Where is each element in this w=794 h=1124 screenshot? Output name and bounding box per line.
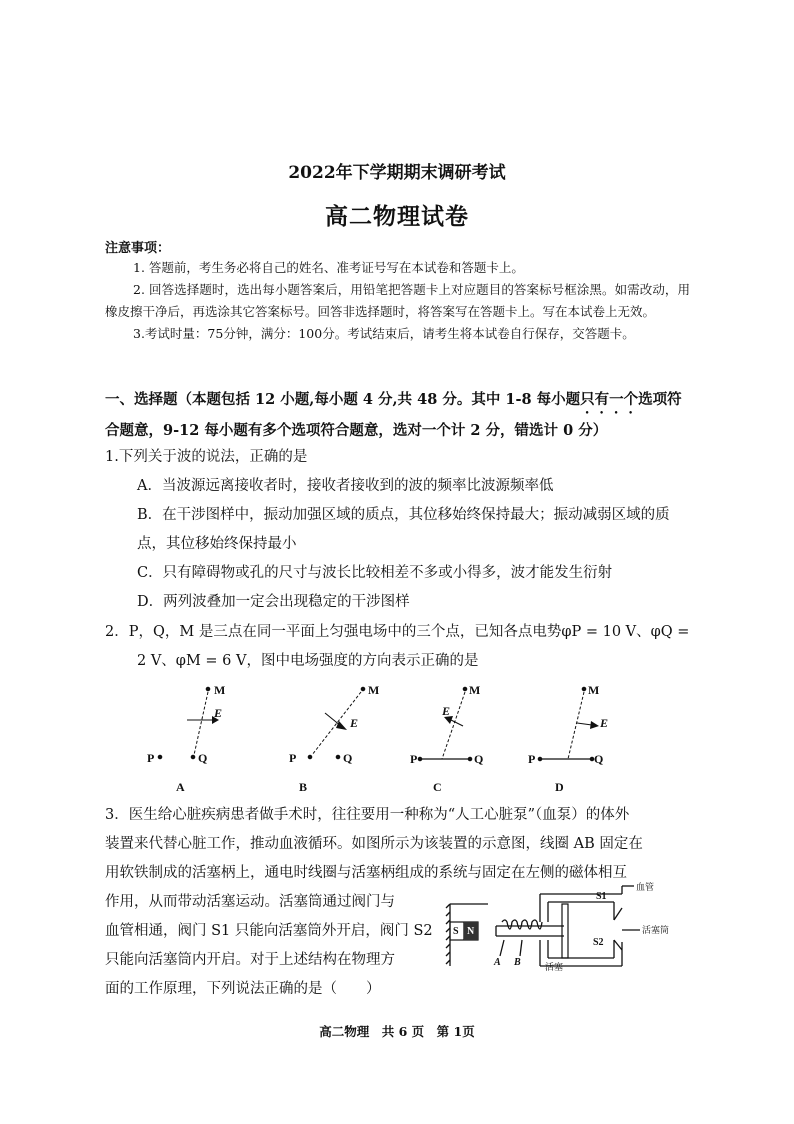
paper-title: 高二物理试卷 <box>325 203 469 230</box>
valve-s1-label: S1 <box>596 891 607 902</box>
q2-figure-c <box>418 687 472 761</box>
point-q <box>191 755 195 759</box>
section-title-part1: 一、选择题（本题包括 12 小题,每小题 4 分,共 48 分。其中 1-8 每小题 <box>105 391 581 408</box>
q3-line-4: 作用，从而带动活塞运动。活塞筒通过阀门与 <box>105 894 395 910</box>
lead-b-label: B <box>514 957 521 968</box>
magnet-n-label: N <box>467 926 475 937</box>
q1-option-b: B．在干涉图样中，振动加强区域的质点，其位移始终保持最大；振动减弱区域的质点，其位移始终保持最小 <box>137 507 670 552</box>
q3-line-1: 3．医生给心脏疾病患者做手术时，往往要用一种称为“人工心脏泵”（血泵）的体外 <box>105 807 630 823</box>
notice-item-1: 1. 答题前，考生务必将自己的姓名、准考证号写在本试卷和答题卡上。 <box>133 260 524 275</box>
vessel-label: 血管 <box>636 882 655 892</box>
option-label-a: A <box>176 780 185 794</box>
label-m-a: M <box>214 683 226 697</box>
q3-line-6: 只能向活塞筒内开启。对于上述结构在物理方 <box>105 952 395 968</box>
q3-line-2: 装置来代替心脏工作，推动血液循环。如图所示为该装置的示意图，线圈 AB 固定在 <box>105 836 643 852</box>
label-q-b: Q <box>343 751 353 765</box>
notice-list <box>105 257 690 345</box>
notice-heading: 注意事项： <box>105 241 171 256</box>
section-title-part2: 选项符合题意，9-12 每小题有多个选项符合题意，选对一个计 2 分，错选计 0 分） <box>105 391 682 439</box>
q3-line-5: 血管相通，阀门 S1 只能向活塞筒外开启，阀门 S2 <box>105 923 433 939</box>
notice-item-2: 2. 回答选择题时，选出每小题答案后，用铅笔把答题卡上对应题目的答案标号框涂黑。如需改动，用橡皮擦干净后，再选涂其它答案标号。回答非选择题时，将答案写在答题卡上。写在本试卷上无效。 <box>105 282 690 319</box>
q2-stem-line2: 2 V、φM = 6 V，图中电场强度的方向表示正确的是 <box>137 653 479 669</box>
point-p <box>158 755 162 759</box>
cylinder-label: 活塞筒 <box>642 925 670 935</box>
label-p-a: P <box>147 751 155 765</box>
q1-option-d: D．两列波叠加一定会出现稳定的干涉图样 <box>137 594 410 610</box>
label-e-c: E <box>442 704 451 718</box>
q1-option-a: A．当波源远离接收者时，接收者接收到的波的频率比波源频率低 <box>137 478 554 494</box>
q3-line-7: 面的工作原理，下列说法正确的是（ ） <box>105 981 381 997</box>
valve-s2-label: S2 <box>593 937 604 948</box>
label-e-a: E <box>214 706 223 720</box>
q1-stem: 1.下列关于波的说法，正确的是 <box>105 449 308 465</box>
point-m <box>206 687 210 691</box>
label-q-d: Q <box>594 752 604 766</box>
notice-item-3: 3.考试时量：75分钟，满分：100分。考试结束后，请考生将本试卷自行保存，交答题卡。 <box>133 326 635 341</box>
label-e-b: E <box>350 716 359 730</box>
question-2 <box>105 618 695 676</box>
label-q-a: Q <box>198 751 208 765</box>
piston-label: 活塞 <box>545 962 564 972</box>
label-q-c: Q <box>474 752 484 766</box>
q2-figure-d <box>538 687 599 761</box>
lead-a-label: A <box>494 957 501 968</box>
magnet-s-label: S <box>453 926 459 937</box>
option-label-b: B <box>299 780 308 794</box>
q2-line-1 <box>105 618 695 647</box>
option-label-d: D <box>555 780 564 794</box>
q1-option-c: C．只有障碍物或孔的尺寸与波长比较相差不多或小得多，波才能发生衍射 <box>137 565 613 581</box>
q2-figure-a <box>158 687 219 759</box>
exam-title: 2022年下学期期末调研考试 <box>288 163 506 183</box>
label-e-d: E <box>600 716 609 730</box>
label-m-c: M <box>469 683 481 697</box>
question-1 <box>105 443 695 617</box>
q2-potentials: φP = 10 V、φQ = <box>561 624 690 640</box>
option-label-c: C <box>433 780 442 794</box>
q3-line-3: 用软铁制成的活塞柄上，通电时线圈与活塞柄组成的系统与固定在左侧的磁体相互 <box>105 865 627 881</box>
q2-figures <box>140 680 660 800</box>
label-p-d: P <box>528 752 536 766</box>
label-p-b: P <box>289 751 297 765</box>
page-footer: 高二物理 共 6 页 第 1页 <box>319 1024 475 1039</box>
section-heading <box>105 386 695 444</box>
label-p-c: P <box>410 752 418 766</box>
section-title-emphasis: 只有一个 <box>580 391 639 408</box>
label-m-b: M <box>368 683 380 697</box>
q2-stem-part1: 2．P，Q，M 是三点在同一平面上匀强电场中的三个点，已知各点电势 <box>105 624 562 640</box>
label-m-d: M <box>588 683 600 697</box>
